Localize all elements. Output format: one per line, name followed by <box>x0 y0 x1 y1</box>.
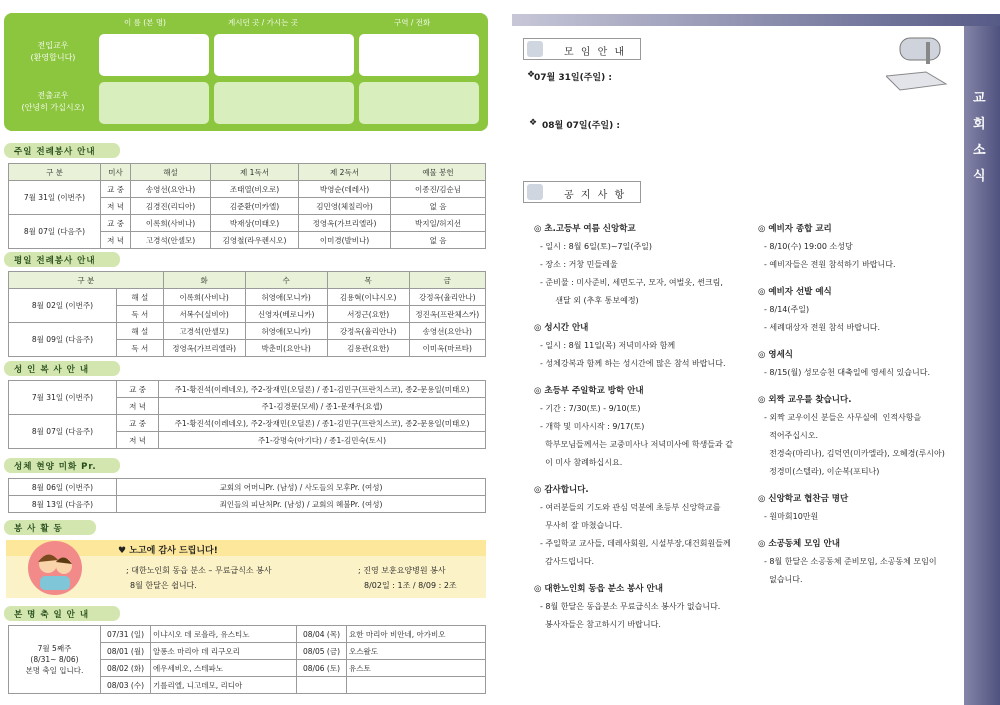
th-cat: 구 분 <box>9 272 164 289</box>
table-cell: 저 녁 <box>101 198 131 215</box>
notice-line: 정경미(스텔라), 이순복(포티나) <box>764 467 880 476</box>
meeting-icon <box>527 41 543 57</box>
table-cell <box>347 677 486 694</box>
table-cell: 박재상(미태오) <box>211 215 299 232</box>
table-row <box>9 496 486 513</box>
table-cell: 없 음 <box>391 198 486 215</box>
th-tue: 화 <box>163 272 245 289</box>
table-cell: 08/05 (금) <box>297 643 347 660</box>
date-cell: 8월 06일 (이번주) <box>9 479 117 496</box>
table-cell: 김용관(요한) <box>327 340 409 357</box>
table-cell: 김민영(체칠리아) <box>299 198 391 215</box>
th-offering: 예물 봉헌 <box>391 164 486 181</box>
meeting-item-1: 07월 31일(주일) : <box>534 73 612 83</box>
table-row <box>9 479 486 496</box>
reg-out-name[interactable] <box>99 82 209 124</box>
table-cell: 08/03 (수) <box>101 677 151 694</box>
notice-block <box>758 221 964 274</box>
table-cell: 정영옥(가브리엘라) <box>163 340 245 357</box>
notice-line: - 일시 : 8월 11일(목) 저녁미사와 함께 <box>540 341 676 350</box>
volunteer-title: 봉 사 활 동 <box>4 520 96 535</box>
reg-header-place: 계시던 곳 / 가시는 곳 <box>228 18 299 27</box>
table-cell: 서정근(요한) <box>327 306 409 323</box>
table-cell: 허영애(모니카) <box>245 323 327 340</box>
notice-line: - 원마회10만원 <box>764 512 819 521</box>
th-mass: 미사 <box>101 164 131 181</box>
notice-right-column <box>758 221 964 597</box>
meeting-item-2: 08월 07일(주일) : <box>542 121 620 131</box>
altar-server-title: 성 인 복 사 안 내 <box>4 361 120 376</box>
notice-line: 무사히 잘 마쳤습니다. <box>540 521 623 530</box>
table-row <box>9 381 486 398</box>
notice-line: - 장소 : 거창 민들레울 <box>540 260 618 269</box>
table-cell: 강정옥(율리안나) <box>409 289 485 306</box>
holy-hour-table <box>8 478 486 513</box>
th-fri: 금 <box>409 272 485 289</box>
table-cell: 저 녁 <box>101 232 131 249</box>
reg-in-area[interactable] <box>359 34 479 76</box>
table-cell: 박영순(데레사) <box>299 181 391 198</box>
table-cell: 교회의 어머니Pr. (남성) / 사도들의 모후Pr. (여성) <box>117 479 486 496</box>
notice-line: - 8월 한달은 소공동체 준비모임, 소공동체 모임이 <box>764 557 937 566</box>
mailbox-icon <box>886 32 952 92</box>
notice-line: - 8/10(수) 19:00 소성당 <box>764 242 853 251</box>
volunteer-item1: ; 대한노인회 동읍 분소 – 무료급식소 봉사 <box>126 566 272 575</box>
sunday-liturgy-table <box>8 163 486 249</box>
table-row <box>9 289 486 306</box>
notice-block <box>534 482 756 571</box>
notice-left-column <box>534 221 756 642</box>
notice-heading: ◎ 초.고등부 여름 신앙학교 <box>534 224 636 234</box>
table-cell: 박지일/허지선 <box>391 215 486 232</box>
notice-heading: ◎ 예비자 선발 예식 <box>758 287 832 297</box>
table-cell: 에우세비오, 스테파노 <box>151 660 297 677</box>
weekday-liturgy-table <box>8 271 486 357</box>
table-cell: 없 음 <box>391 232 486 249</box>
notice-heading: ◎ 대한노인회 동읍 분소 봉사 안내 <box>534 584 663 594</box>
notice-heading: ◎ 성시간 안내 <box>534 323 589 333</box>
table-cell <box>297 677 347 694</box>
table-cell: 이미경(발비나) <box>299 232 391 249</box>
table-cell: 이록희(사비나) <box>131 215 211 232</box>
reg-header-name: 이 름 (본 명) <box>124 18 166 27</box>
notice-heading: ◎ 감사합니다. <box>534 485 589 495</box>
volunteer-illustration <box>22 538 88 600</box>
table-cell: 고경석(안셀모) <box>131 232 211 249</box>
date-cell: 8월 07일 (다음주) <box>9 215 101 249</box>
notice-line: 샌달 외 (추후 통보예정) <box>540 296 639 305</box>
table-cell: 고경석(안셀모) <box>163 323 245 340</box>
table-cell: 주1-강명숙(아기다) / 종1-김민숙(토시) <box>159 432 486 449</box>
notice-line: 감사드립니다. <box>540 557 594 566</box>
right-header-bar <box>512 14 1000 26</box>
date-cell: 8월 07일 (다음주) <box>9 415 117 449</box>
volunteer-item2: ; 진영 보훈요양병원 봉사 <box>358 566 446 575</box>
table-cell: 송영선(요안나) <box>409 323 485 340</box>
table-cell: 08/04 (목) <box>297 626 347 643</box>
th-wed: 수 <box>245 272 327 289</box>
holy-hour-title: 성체 현양 미화 Pr. <box>4 458 120 473</box>
table-cell: 유스토 <box>347 660 486 677</box>
notice-line: - 예비자들은 전원 참석하기 바랍니다. <box>764 260 896 269</box>
side-tab-label: 교 회 소 식 <box>973 91 986 184</box>
table-cell: 교 중 <box>101 181 131 198</box>
notice-line: 학부모님들께서는 교중미사나 저녁미사에 학생들과 같 <box>540 440 733 449</box>
notice-block <box>758 347 964 382</box>
notice-line: - 주일학교 교사들, 데레사회원, 시설부장,대건회원들께 <box>540 539 731 548</box>
notice-block <box>534 221 756 310</box>
table-cell: 이록희(사비나) <box>163 289 245 306</box>
date-cell: 8월 13일 (다음주) <box>9 496 117 513</box>
table-cell: 저 녁 <box>117 398 159 415</box>
notice-block <box>534 383 756 472</box>
table-cell: 독 서 <box>117 340 164 357</box>
reg-row-in-label: 전입교우 (환영합니다) <box>30 41 76 62</box>
table-cell: 주1-황진석(이레네오), 주2-장재민(오딜론) / 종1-김민구(프란치스코), 종2-문용일(미태오) <box>159 381 486 398</box>
notice-line: - 일시 : 8월 6일(토)~7일(주일) <box>540 242 653 251</box>
table-cell: 이미옥(마르타) <box>409 340 485 357</box>
table-cell: 정영옥(가브리엘라) <box>299 215 391 232</box>
notice-icon <box>527 184 543 200</box>
th-comm: 해설 <box>131 164 211 181</box>
table-cell: 정진옥(프란체스카) <box>409 306 485 323</box>
table-row <box>9 415 486 432</box>
weekday-liturgy-title: 평일 전례봉사 안내 <box>4 252 120 267</box>
notice-heading: ◎ 소공동체 모임 안내 <box>758 539 840 549</box>
notice-line: - 세례대상자 전원 참석 바랍니다. <box>764 323 881 332</box>
notice-line: 적어주십시오. <box>764 431 818 440</box>
meeting-bullet-1: ❖ <box>527 70 536 80</box>
table-cell: 허영애(모니카) <box>245 289 327 306</box>
notice-line: 이 미사 참례하십시요. <box>540 458 623 467</box>
volunteer-item2-note: 8/02일 : 1조 / 8/09 : 2조 <box>364 581 457 590</box>
notice-block <box>534 581 756 634</box>
notice-block <box>758 392 964 481</box>
table-cell: 08/01 (월) <box>101 643 151 660</box>
notice-heading: ◎ 초등부 주일학교 방학 안내 <box>534 386 644 396</box>
notice-title: 공 지 사 항 <box>564 190 627 201</box>
table-cell: 07/31 (일) <box>101 626 151 643</box>
table-cell: 저 녁 <box>117 432 159 449</box>
table-cell: 송영선(요안나) <box>131 181 211 198</box>
notice-line: - 외짝 교우이신 분들은 사무실에 인적사항을 <box>764 413 922 422</box>
table-cell: 주1-황진석(이레네오), 주2-장재민(오딜론) / 종1-김민구(프란치스코), 종2-문용일(미태오) <box>159 415 486 432</box>
reg-in-name[interactable] <box>99 34 209 76</box>
table-cell: 조태열(비오로) <box>211 181 299 198</box>
table-cell: 기를리엘, 니고데모, 리디아 <box>151 677 297 694</box>
altar-server-table <box>8 380 486 449</box>
th-thu: 목 <box>327 272 409 289</box>
table-cell: 죄인들의 피난처Pr. (남성) / 교회의 혜불Pr. (여성) <box>117 496 486 513</box>
table-cell: 알퐁소 마리아 데 리구오리 <box>151 643 297 660</box>
table-row <box>9 323 486 340</box>
table-cell: 김용혁(이냐시오) <box>327 289 409 306</box>
table-cell: 교 중 <box>101 215 131 232</box>
nameday-title: 본 명 축 일 안 내 <box>4 606 120 621</box>
table-cell: 교 중 <box>117 381 159 398</box>
table-cell: 이냐시오 데 로욜라, 유스티노 <box>151 626 297 643</box>
notice-line: - 기간 : 7/30(토) - 9/10(토) <box>540 404 641 413</box>
week-cell: 7월 5째주 (8/31~ 8/06) 본명 축일 입니다. <box>9 626 101 694</box>
notice-line: - 여러분들의 기도와 관심 덕분에 초등부 신앙학교를 <box>540 503 721 512</box>
notice-line: - 8/14(주일) <box>764 305 810 314</box>
reg-row-out-label: 전출교우 (안녕히 가십시오) <box>21 91 85 112</box>
table-cell: 김경진(리디아) <box>131 198 211 215</box>
table-header-row <box>9 164 486 181</box>
notice-block <box>758 536 964 589</box>
table-cell: 주1-김경문(모세) / 종1-문재우(요셉) <box>159 398 486 415</box>
volunteer-heading: ♥ 노고에 감사 드립니다! <box>118 546 218 556</box>
table-cell: 08/02 (화) <box>101 660 151 677</box>
table-cell: 요한 마리아 비안네, 아가비오 <box>347 626 486 643</box>
table-cell: 강정옥(율리안나) <box>327 323 409 340</box>
sunday-liturgy-title: 주일 전례봉사 안내 <box>4 143 120 158</box>
notice-line: - 준비물 : 미사준비, 세면도구, 모자, 여벌옷, 썬크림, <box>540 278 723 287</box>
meeting-title: 모 임 안 내 <box>564 47 627 58</box>
notice-line: 전경숙(마리나), 김덕연(미카엘라), 오혜경(루시아) <box>764 449 945 458</box>
notice-line: 없습니다. <box>764 575 803 584</box>
table-cell: 해 설 <box>117 323 164 340</box>
nameday-table <box>8 625 486 694</box>
table-cell: 김준환(미카엘) <box>211 198 299 215</box>
table-cell: 독 서 <box>117 306 164 323</box>
reg-out-place[interactable] <box>214 82 354 124</box>
table-cell: 김영철(라우렌시오) <box>211 232 299 249</box>
notice-line: - 8/15(월) 성모승천 대축일에 영세식 있습니다. <box>764 368 930 377</box>
notice-line: 봉사자들은 참고하시기 바랍니다. <box>540 620 661 629</box>
date-cell: 7월 31일 (이번주) <box>9 181 101 215</box>
reg-in-place[interactable] <box>214 34 354 76</box>
date-cell: 8월 02일 (이번주) <box>9 289 117 323</box>
th-r1: 제 1독서 <box>211 164 299 181</box>
notice-block <box>534 320 756 373</box>
date-cell: 8월 09일 (다음주) <box>9 323 117 357</box>
table-row <box>9 626 486 643</box>
table-row <box>9 215 486 232</box>
notice-heading: ◎ 영세식 <box>758 350 794 360</box>
notice-line: - 개학 및 미사시작 : 9/17(토) <box>540 422 645 431</box>
notice-heading: ◎ 외짝 교우를 찾습니다. <box>758 395 852 405</box>
table-cell: 서복수(실비아) <box>163 306 245 323</box>
reg-header-area: 구역 / 전화 <box>394 18 431 27</box>
table-cell: 박춘미(요안나) <box>245 340 327 357</box>
th-cat: 구 분 <box>9 164 101 181</box>
notice-block <box>758 491 964 526</box>
meeting-bullet-2: ❖ <box>529 118 538 128</box>
table-cell: 이종진/김순님 <box>391 181 486 198</box>
notice-line: - 8월 한달은 동읍분소 무료급식소 봉사가 없습니다. <box>540 602 721 611</box>
volunteer-item1-note: 8월 한달은 쉽니다. <box>130 581 197 590</box>
notice-line: - 성체강복과 함께 하는 성시간에 많은 참석 바랍니다. <box>540 359 726 368</box>
reg-out-area[interactable] <box>359 82 479 124</box>
table-cell: 오스왈도 <box>347 643 486 660</box>
table-cell: 신영자(베로니카) <box>245 306 327 323</box>
table-row <box>9 181 486 198</box>
table-cell: 해 설 <box>117 289 164 306</box>
notice-block <box>758 284 964 337</box>
table-header-row <box>9 272 486 289</box>
table-cell: 교 중 <box>117 415 159 432</box>
notice-heading: ◎ 신앙학교 협찬금 명단 <box>758 494 849 504</box>
date-cell: 7월 31일 (이번주) <box>9 381 117 415</box>
notice-heading: ◎ 예비자 종합 교리 <box>758 224 832 234</box>
table-cell: 08/06 (토) <box>297 660 347 677</box>
th-r2: 제 2독서 <box>299 164 391 181</box>
